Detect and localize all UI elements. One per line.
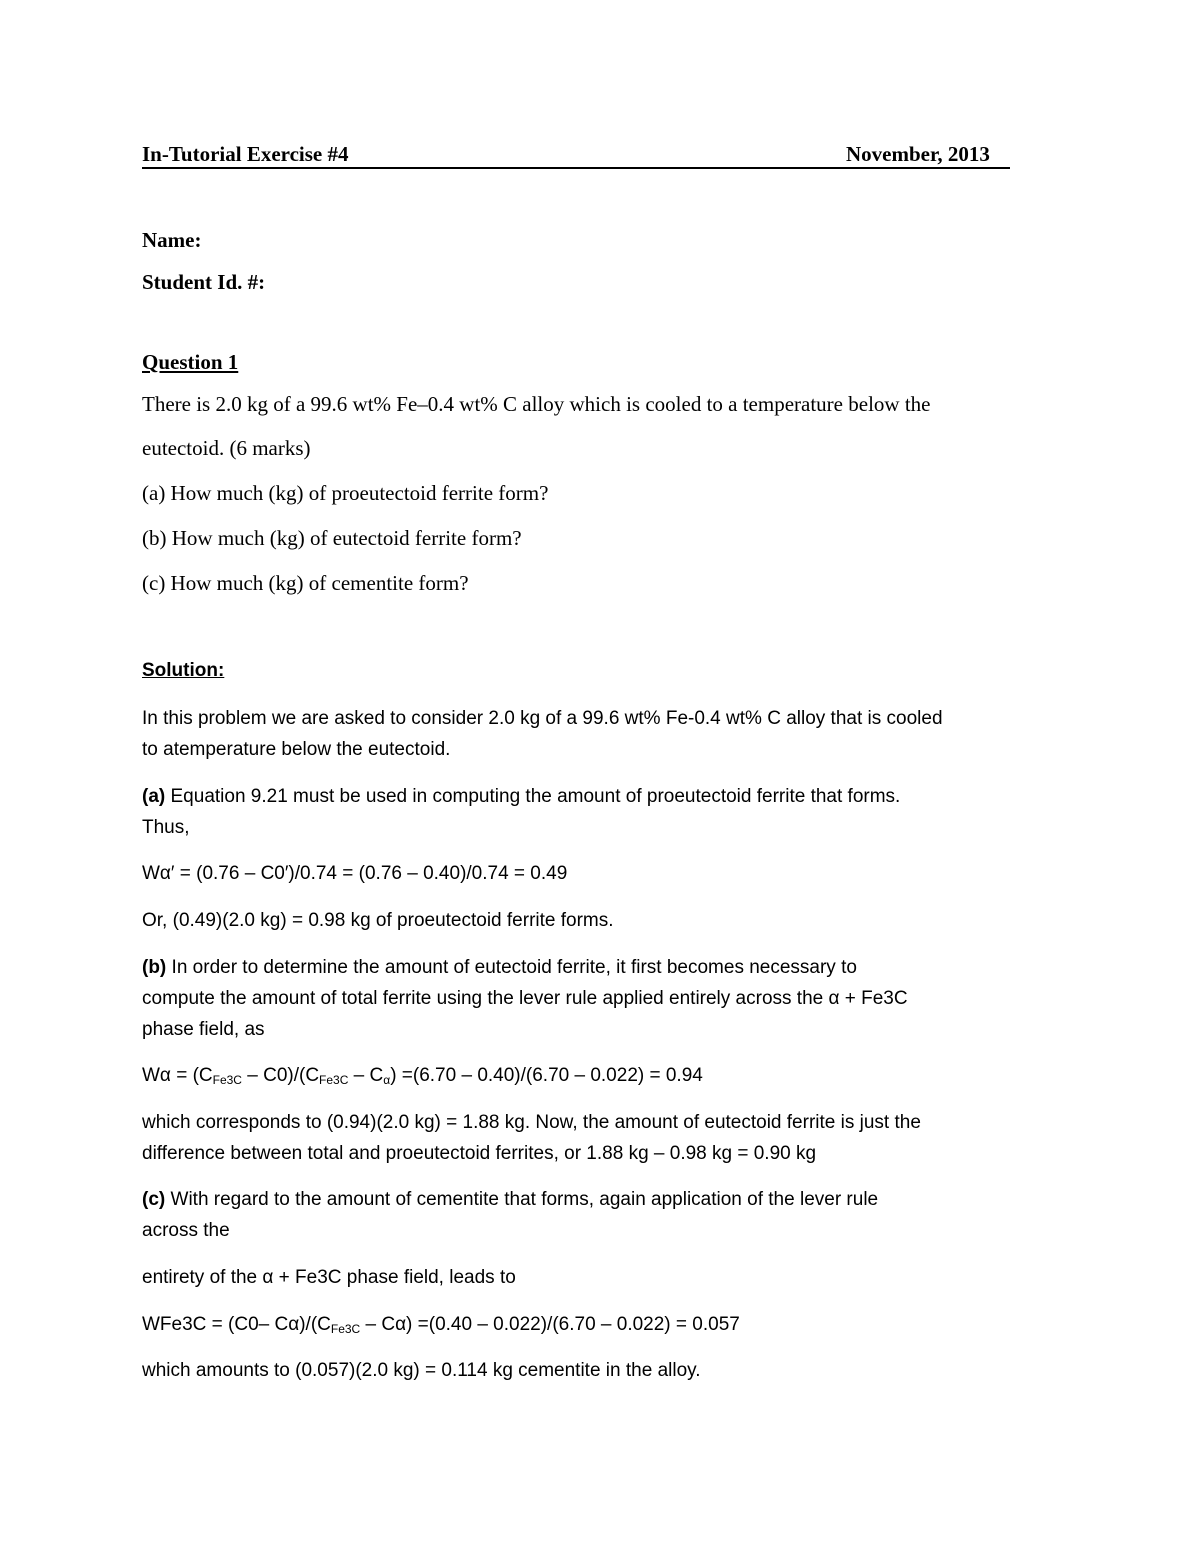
solution-b-result-line1: which corresponds to (0.94)(2.0 kg) = 1.88 kg. Now, the amount of eutectoid ferrite is just the — [142, 1112, 921, 1133]
solution-a-marker: (a) — [142, 786, 166, 807]
student-id-label: Student Id. #: — [142, 270, 266, 294]
solution-b-line3: phase field, as — [142, 1019, 265, 1040]
question-intro-line2: eutectoid. (6 marks) — [142, 436, 311, 460]
question-part-a: (a) How much (kg) of proeutectoid ferrite form? — [142, 481, 549, 505]
solution-a-line1 — [142, 786, 900, 808]
solution-c-line2: across the — [142, 1220, 230, 1241]
question-intro-line1: There is 2.0 kg of a 99.6 wt% Fe–0.4 wt% C alloy which is cooled to a temperature below the — [142, 392, 931, 416]
solution-c-line3: entirety of the α + Fe3C phase field, leads to — [142, 1267, 516, 1288]
solution-b-result-line2: difference between total and proeutectoid ferrites, or 1.88 kg – 0.98 kg = 0.90 kg — [142, 1143, 817, 1164]
question-part-c: (c) How much (kg) of cementite form? — [142, 571, 469, 595]
solution-heading: Solution: — [142, 660, 225, 681]
solution-a-text: Equation 9.21 must be used in computing the amount of proeutectoid ferrite that forms. — [165, 786, 901, 807]
solution-b-marker: (b) — [142, 957, 167, 978]
question-heading: Question 1 — [142, 350, 239, 374]
name-label: Name: — [142, 228, 202, 252]
solution-c-equation: WFe3C = (C0– $C\alpha)/(C_{Fe3C} - C\alpha) =(0.40 - 0.022)/(6.70 - 0.022) = 0.057$ — [142, 1314, 740, 1336]
solution-b-line2: compute the amount of total ferrite using the lever rule applied entirely across the α + Fe3C — [142, 988, 908, 1009]
solution-a-result: Or, (0.49)(2.0 kg) = 0.98 kg of proeutectoid ferrite forms. — [142, 910, 614, 931]
solution-a-line2: Thus, — [142, 817, 190, 838]
solution-c-marker: (c) — [142, 1189, 166, 1210]
solution-c-result: which amounts to (0.057)(2.0 kg) = 0.114 kg cementite in the alloy. — [142, 1360, 701, 1381]
exercise-title: In-Tutorial Exercise #4 — [142, 142, 349, 166]
solution-b-equation: $W\alpha = (C_{Fe3C} - C0)/(C_{Fe3C} - C_\alpha) =(6.70 - 0.40)/(6.70 - 0.022) = 0.94$ — [142, 1065, 703, 1087]
solution-b-line1 — [142, 957, 857, 979]
question-part-b: (b) How much (kg) of eutectoid ferrite form? — [142, 526, 522, 550]
solution-a-equation: Wα′ = (0.76 – C0′)/0.74 = (0.76 – 0.40)/0.74 = 0.49 — [142, 863, 568, 884]
solution-b-text: In order to determine the amount of eutectoid ferrite, it first becomes necessary to — [166, 957, 857, 978]
solution-intro-line2: to atemperature below the eutectoid. — [142, 739, 451, 760]
solution-c-line1 — [142, 1189, 878, 1211]
solution-c-text: With regard to the amount of cementite that forms, again application of the lever rule — [165, 1189, 879, 1210]
solution-intro-line1: In this problem we are asked to consider 2.0 kg of a 99.6 wt% Fe-0.4 wt% C alloy that is cooled — [142, 708, 943, 729]
exercise-date: November, 2013 — [846, 142, 990, 166]
